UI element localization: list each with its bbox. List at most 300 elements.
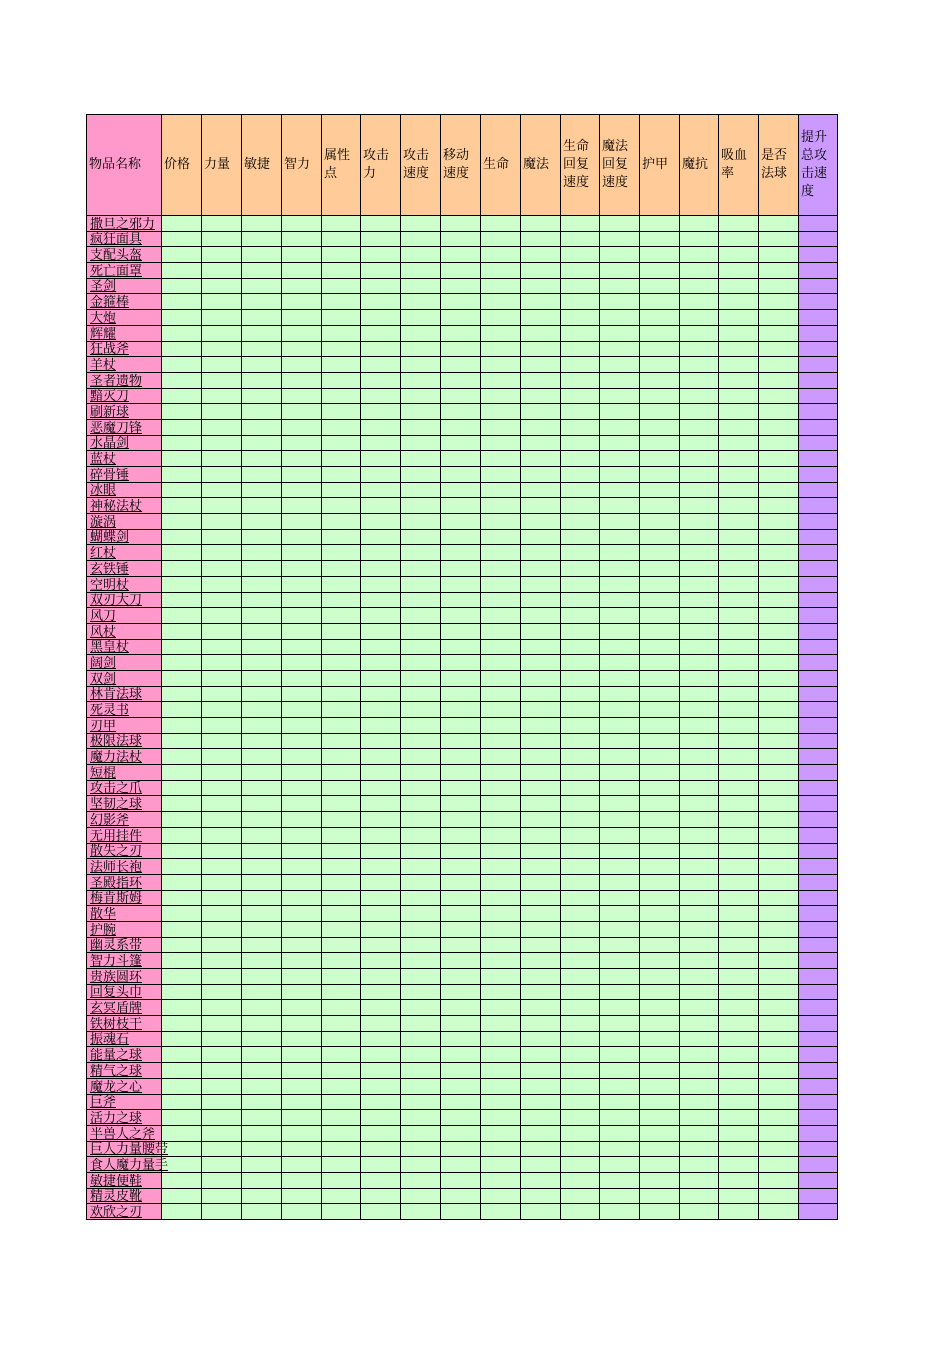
attribute-cell[interactable] xyxy=(719,843,759,859)
attribute-cell[interactable] xyxy=(680,1000,719,1016)
attribute-cell[interactable] xyxy=(282,780,322,796)
attribute-cell[interactable] xyxy=(561,482,600,498)
attribute-cell[interactable] xyxy=(521,325,561,341)
attribute-cell[interactable] xyxy=(600,1204,640,1220)
attribute-cell[interactable] xyxy=(521,482,561,498)
attribute-cell[interactable] xyxy=(680,1031,719,1047)
attribute-cell[interactable] xyxy=(640,1078,680,1094)
attribute-cell[interactable] xyxy=(441,278,481,294)
attribute-cell[interactable] xyxy=(242,1204,282,1220)
attribute-cell[interactable] xyxy=(640,718,680,734)
attribute-cell[interactable] xyxy=(640,514,680,530)
attribute-cell[interactable] xyxy=(759,294,799,310)
attribute-cell[interactable] xyxy=(600,796,640,812)
attribute-cell[interactable] xyxy=(401,529,441,545)
attack-speed-total-cell[interactable] xyxy=(799,498,838,514)
attribute-cell[interactable] xyxy=(282,749,322,765)
attack-speed-total-cell[interactable] xyxy=(799,216,838,232)
attribute-cell[interactable] xyxy=(719,1125,759,1141)
attribute-cell[interactable] xyxy=(202,576,242,592)
attribute-cell[interactable] xyxy=(481,780,521,796)
item-name-cell[interactable]: 攻击之爪 xyxy=(87,780,162,796)
attribute-cell[interactable] xyxy=(202,1141,242,1157)
attribute-cell[interactable] xyxy=(202,796,242,812)
attribute-cell[interactable] xyxy=(242,1172,282,1188)
attribute-cell[interactable] xyxy=(282,1016,322,1032)
attribute-cell[interactable] xyxy=(481,1094,521,1110)
attribute-cell[interactable] xyxy=(680,529,719,545)
attribute-cell[interactable] xyxy=(481,1031,521,1047)
attack-speed-total-cell[interactable] xyxy=(799,1141,838,1157)
attribute-cell[interactable] xyxy=(719,718,759,734)
item-name-cell[interactable]: 死亡面罩 xyxy=(87,263,162,279)
attribute-cell[interactable] xyxy=(162,953,202,969)
attribute-cell[interactable] xyxy=(680,545,719,561)
attribute-cell[interactable] xyxy=(202,529,242,545)
item-name-cell[interactable]: 智力斗篷 xyxy=(87,953,162,969)
attribute-cell[interactable] xyxy=(322,733,361,749)
attribute-cell[interactable] xyxy=(561,749,600,765)
attribute-cell[interactable] xyxy=(561,435,600,451)
attribute-cell[interactable] xyxy=(719,906,759,922)
attribute-cell[interactable] xyxy=(361,435,401,451)
attribute-cell[interactable] xyxy=(481,498,521,514)
attribute-cell[interactable] xyxy=(719,388,759,404)
attribute-cell[interactable] xyxy=(322,231,361,247)
attribute-cell[interactable] xyxy=(759,278,799,294)
column-header[interactable]: 敏捷 xyxy=(242,115,282,216)
attribute-cell[interactable] xyxy=(242,498,282,514)
attribute-cell[interactable] xyxy=(759,608,799,624)
attribute-cell[interactable] xyxy=(441,670,481,686)
attribute-cell[interactable] xyxy=(719,294,759,310)
attribute-cell[interactable] xyxy=(282,718,322,734)
attribute-cell[interactable] xyxy=(600,1125,640,1141)
attribute-cell[interactable] xyxy=(242,670,282,686)
attribute-cell[interactable] xyxy=(401,953,441,969)
attribute-cell[interactable] xyxy=(600,718,640,734)
attribute-cell[interactable] xyxy=(481,1078,521,1094)
attribute-cell[interactable] xyxy=(600,608,640,624)
attribute-cell[interactable] xyxy=(640,1125,680,1141)
attribute-cell[interactable] xyxy=(521,357,561,373)
attribute-cell[interactable] xyxy=(202,984,242,1000)
attribute-cell[interactable] xyxy=(282,404,322,420)
attribute-cell[interactable] xyxy=(719,1078,759,1094)
attribute-cell[interactable] xyxy=(600,733,640,749)
attribute-cell[interactable] xyxy=(322,498,361,514)
attribute-cell[interactable] xyxy=(322,482,361,498)
attribute-cell[interactable] xyxy=(242,796,282,812)
attribute-cell[interactable] xyxy=(361,984,401,1000)
attribute-cell[interactable] xyxy=(242,827,282,843)
attack-speed-total-cell[interactable] xyxy=(799,1031,838,1047)
attribute-cell[interactable] xyxy=(242,906,282,922)
attribute-cell[interactable] xyxy=(162,435,202,451)
attribute-cell[interactable] xyxy=(640,216,680,232)
attribute-cell[interactable] xyxy=(680,874,719,890)
attribute-cell[interactable] xyxy=(521,937,561,953)
attribute-cell[interactable] xyxy=(640,921,680,937)
attribute-cell[interactable] xyxy=(162,1125,202,1141)
item-name-cell[interactable]: 振魂石 xyxy=(87,1031,162,1047)
attribute-cell[interactable] xyxy=(600,419,640,435)
attribute-cell[interactable] xyxy=(361,749,401,765)
attribute-cell[interactable] xyxy=(282,639,322,655)
attribute-cell[interactable] xyxy=(561,294,600,310)
attribute-cell[interactable] xyxy=(401,216,441,232)
item-name-cell[interactable]: 刃甲 xyxy=(87,718,162,734)
attribute-cell[interactable] xyxy=(202,1094,242,1110)
column-header[interactable]: 属性点 xyxy=(322,115,361,216)
attribute-cell[interactable] xyxy=(719,278,759,294)
item-name-cell[interactable]: 神秘法杖 xyxy=(87,498,162,514)
attribute-cell[interactable] xyxy=(282,247,322,263)
attribute-cell[interactable] xyxy=(162,592,202,608)
attribute-cell[interactable] xyxy=(481,686,521,702)
attribute-cell[interactable] xyxy=(282,608,322,624)
column-header[interactable]: 魔抗 xyxy=(680,115,719,216)
attribute-cell[interactable] xyxy=(401,1172,441,1188)
item-name-cell[interactable]: 幽灵系带 xyxy=(87,937,162,953)
attribute-cell[interactable] xyxy=(322,592,361,608)
attribute-cell[interactable] xyxy=(401,404,441,420)
attribute-cell[interactable] xyxy=(202,404,242,420)
attribute-cell[interactable] xyxy=(719,1110,759,1126)
attribute-cell[interactable] xyxy=(441,827,481,843)
attribute-cell[interactable] xyxy=(202,670,242,686)
attribute-cell[interactable] xyxy=(441,514,481,530)
attribute-cell[interactable] xyxy=(680,639,719,655)
attribute-cell[interactable] xyxy=(719,655,759,671)
attribute-cell[interactable] xyxy=(282,561,322,577)
attribute-cell[interactable] xyxy=(282,451,322,467)
attack-speed-total-cell[interactable] xyxy=(799,1016,838,1032)
attribute-cell[interactable] xyxy=(282,435,322,451)
attribute-cell[interactable] xyxy=(521,702,561,718)
attribute-cell[interactable] xyxy=(759,906,799,922)
attack-speed-total-cell[interactable] xyxy=(799,921,838,937)
attribute-cell[interactable] xyxy=(361,796,401,812)
attribute-cell[interactable] xyxy=(640,937,680,953)
attribute-cell[interactable] xyxy=(441,263,481,279)
attribute-cell[interactable] xyxy=(561,937,600,953)
attribute-cell[interactable] xyxy=(322,1204,361,1220)
attribute-cell[interactable] xyxy=(521,435,561,451)
attribute-cell[interactable] xyxy=(759,937,799,953)
attribute-cell[interactable] xyxy=(361,765,401,781)
attribute-cell[interactable] xyxy=(680,514,719,530)
attribute-cell[interactable] xyxy=(162,749,202,765)
attribute-cell[interactable] xyxy=(521,1204,561,1220)
item-name-cell[interactable]: 法师长袍 xyxy=(87,859,162,875)
attribute-cell[interactable] xyxy=(680,576,719,592)
item-name-cell[interactable]: 蝴蝶剑 xyxy=(87,529,162,545)
attribute-cell[interactable] xyxy=(521,529,561,545)
attribute-cell[interactable] xyxy=(719,1172,759,1188)
attribute-cell[interactable] xyxy=(481,874,521,890)
attribute-cell[interactable] xyxy=(680,498,719,514)
attribute-cell[interactable] xyxy=(282,921,322,937)
attribute-cell[interactable] xyxy=(680,404,719,420)
attribute-cell[interactable] xyxy=(361,780,401,796)
attack-speed-total-cell[interactable] xyxy=(799,1094,838,1110)
attribute-cell[interactable] xyxy=(202,1204,242,1220)
attribute-cell[interactable] xyxy=(242,765,282,781)
attribute-cell[interactable] xyxy=(401,263,441,279)
attribute-cell[interactable] xyxy=(242,937,282,953)
attribute-cell[interactable] xyxy=(640,1016,680,1032)
attribute-cell[interactable] xyxy=(441,341,481,357)
attribute-cell[interactable] xyxy=(322,294,361,310)
attribute-cell[interactable] xyxy=(719,451,759,467)
attribute-cell[interactable] xyxy=(640,702,680,718)
attribute-cell[interactable] xyxy=(759,1047,799,1063)
attribute-cell[interactable] xyxy=(322,623,361,639)
attribute-cell[interactable] xyxy=(162,670,202,686)
attribute-cell[interactable] xyxy=(561,1047,600,1063)
attribute-cell[interactable] xyxy=(481,765,521,781)
attribute-cell[interactable] xyxy=(361,1031,401,1047)
attribute-cell[interactable] xyxy=(162,310,202,326)
attribute-cell[interactable] xyxy=(401,623,441,639)
attribute-cell[interactable] xyxy=(202,1063,242,1079)
attribute-cell[interactable] xyxy=(481,451,521,467)
attribute-cell[interactable] xyxy=(759,1157,799,1173)
attribute-cell[interactable] xyxy=(561,733,600,749)
attribute-cell[interactable] xyxy=(162,827,202,843)
item-name-cell[interactable]: 双剑 xyxy=(87,670,162,686)
attribute-cell[interactable] xyxy=(361,1047,401,1063)
attribute-cell[interactable] xyxy=(600,561,640,577)
attribute-cell[interactable] xyxy=(719,608,759,624)
attribute-cell[interactable] xyxy=(640,357,680,373)
attribute-cell[interactable] xyxy=(521,498,561,514)
attribute-cell[interactable] xyxy=(361,827,401,843)
attack-speed-total-cell[interactable] xyxy=(799,608,838,624)
attribute-cell[interactable] xyxy=(680,278,719,294)
attribute-cell[interactable] xyxy=(680,216,719,232)
attribute-cell[interactable] xyxy=(441,608,481,624)
attribute-cell[interactable] xyxy=(719,247,759,263)
attack-speed-total-cell[interactable] xyxy=(799,670,838,686)
attribute-cell[interactable] xyxy=(759,765,799,781)
attribute-cell[interactable] xyxy=(759,1063,799,1079)
attribute-cell[interactable] xyxy=(759,1031,799,1047)
attribute-cell[interactable] xyxy=(680,482,719,498)
attribute-cell[interactable] xyxy=(680,749,719,765)
attribute-cell[interactable] xyxy=(282,498,322,514)
attribute-cell[interactable] xyxy=(202,1172,242,1188)
attribute-cell[interactable] xyxy=(561,655,600,671)
column-header[interactable]: 力量 xyxy=(202,115,242,216)
attribute-cell[interactable] xyxy=(242,294,282,310)
attribute-cell[interactable] xyxy=(521,969,561,985)
attribute-cell[interactable] xyxy=(561,812,600,828)
attribute-cell[interactable] xyxy=(242,451,282,467)
attribute-cell[interactable] xyxy=(600,670,640,686)
attribute-cell[interactable] xyxy=(600,310,640,326)
attribute-cell[interactable] xyxy=(441,1047,481,1063)
attribute-cell[interactable] xyxy=(361,216,401,232)
attribute-cell[interactable] xyxy=(719,733,759,749)
attribute-cell[interactable] xyxy=(481,890,521,906)
attribute-cell[interactable] xyxy=(202,749,242,765)
attribute-cell[interactable] xyxy=(322,953,361,969)
attribute-cell[interactable] xyxy=(719,498,759,514)
attribute-cell[interactable] xyxy=(162,702,202,718)
attribute-cell[interactable] xyxy=(680,796,719,812)
attribute-cell[interactable] xyxy=(361,1000,401,1016)
attribute-cell[interactable] xyxy=(282,937,322,953)
attribute-cell[interactable] xyxy=(202,890,242,906)
attribute-cell[interactable] xyxy=(759,482,799,498)
attribute-cell[interactable] xyxy=(600,498,640,514)
attack-speed-total-cell[interactable] xyxy=(799,419,838,435)
item-name-cell[interactable]: 水晶剑 xyxy=(87,435,162,451)
attribute-cell[interactable] xyxy=(401,247,441,263)
attribute-cell[interactable] xyxy=(759,1000,799,1016)
attribute-cell[interactable] xyxy=(441,1141,481,1157)
attribute-cell[interactable] xyxy=(719,686,759,702)
attribute-cell[interactable] xyxy=(759,451,799,467)
attribute-cell[interactable] xyxy=(162,984,202,1000)
attack-speed-total-cell[interactable] xyxy=(799,984,838,1000)
attribute-cell[interactable] xyxy=(322,1094,361,1110)
item-name-cell[interactable]: 大炮 xyxy=(87,310,162,326)
attribute-cell[interactable] xyxy=(640,812,680,828)
attribute-cell[interactable] xyxy=(680,953,719,969)
attribute-cell[interactable] xyxy=(202,1078,242,1094)
attribute-cell[interactable] xyxy=(640,310,680,326)
attribute-cell[interactable] xyxy=(640,655,680,671)
attribute-cell[interactable] xyxy=(759,686,799,702)
attribute-cell[interactable] xyxy=(242,859,282,875)
attribute-cell[interactable] xyxy=(242,1094,282,1110)
attribute-cell[interactable] xyxy=(759,435,799,451)
attribute-cell[interactable] xyxy=(202,310,242,326)
attribute-cell[interactable] xyxy=(680,1204,719,1220)
attribute-cell[interactable] xyxy=(521,216,561,232)
attribute-cell[interactable] xyxy=(401,357,441,373)
attribute-cell[interactable] xyxy=(202,906,242,922)
attribute-cell[interactable] xyxy=(719,341,759,357)
attribute-cell[interactable] xyxy=(481,749,521,765)
attribute-cell[interactable] xyxy=(441,843,481,859)
attribute-cell[interactable] xyxy=(361,419,401,435)
attribute-cell[interactable] xyxy=(401,780,441,796)
attribute-cell[interactable] xyxy=(441,231,481,247)
attribute-cell[interactable] xyxy=(680,1016,719,1032)
attribute-cell[interactable] xyxy=(719,310,759,326)
attribute-cell[interactable] xyxy=(401,765,441,781)
attribute-cell[interactable] xyxy=(521,874,561,890)
attribute-cell[interactable] xyxy=(361,1110,401,1126)
attribute-cell[interactable] xyxy=(202,263,242,279)
attribute-cell[interactable] xyxy=(202,325,242,341)
attribute-cell[interactable] xyxy=(162,529,202,545)
attribute-cell[interactable] xyxy=(401,827,441,843)
attribute-cell[interactable] xyxy=(481,247,521,263)
attribute-cell[interactable] xyxy=(441,1000,481,1016)
attribute-cell[interactable] xyxy=(441,1188,481,1204)
item-name-cell[interactable]: 圣剑 xyxy=(87,278,162,294)
attribute-cell[interactable] xyxy=(282,765,322,781)
attribute-cell[interactable] xyxy=(521,718,561,734)
attribute-cell[interactable] xyxy=(361,969,401,985)
attribute-cell[interactable] xyxy=(481,404,521,420)
attribute-cell[interactable] xyxy=(600,435,640,451)
attribute-cell[interactable] xyxy=(481,812,521,828)
attribute-cell[interactable] xyxy=(162,859,202,875)
attribute-cell[interactable] xyxy=(600,278,640,294)
attribute-cell[interactable] xyxy=(481,294,521,310)
attribute-cell[interactable] xyxy=(162,231,202,247)
attribute-cell[interactable] xyxy=(680,561,719,577)
column-header[interactable]: 物品名称 xyxy=(87,115,162,216)
attack-speed-total-cell[interactable] xyxy=(799,467,838,483)
attribute-cell[interactable] xyxy=(401,686,441,702)
attribute-cell[interactable] xyxy=(282,827,322,843)
attribute-cell[interactable] xyxy=(521,561,561,577)
attribute-cell[interactable] xyxy=(759,953,799,969)
attribute-cell[interactable] xyxy=(600,294,640,310)
attribute-cell[interactable] xyxy=(680,859,719,875)
attribute-cell[interactable] xyxy=(401,545,441,561)
attribute-cell[interactable] xyxy=(202,874,242,890)
item-name-cell[interactable]: 铁树枝干 xyxy=(87,1016,162,1032)
attribute-cell[interactable] xyxy=(759,796,799,812)
attribute-cell[interactable] xyxy=(719,969,759,985)
attribute-cell[interactable] xyxy=(719,937,759,953)
attribute-cell[interactable] xyxy=(600,1031,640,1047)
attribute-cell[interactable] xyxy=(162,467,202,483)
attribute-cell[interactable] xyxy=(640,984,680,1000)
attribute-cell[interactable] xyxy=(242,686,282,702)
attribute-cell[interactable] xyxy=(680,608,719,624)
attribute-cell[interactable] xyxy=(680,357,719,373)
attribute-cell[interactable] xyxy=(600,1188,640,1204)
attribute-cell[interactable] xyxy=(242,890,282,906)
attribute-cell[interactable] xyxy=(441,1063,481,1079)
item-name-cell[interactable]: 巨人力量腰带 xyxy=(87,1141,162,1157)
attribute-cell[interactable] xyxy=(521,623,561,639)
attribute-cell[interactable] xyxy=(640,435,680,451)
attack-speed-total-cell[interactable] xyxy=(799,561,838,577)
attribute-cell[interactable] xyxy=(481,655,521,671)
attribute-cell[interactable] xyxy=(640,608,680,624)
attack-speed-total-cell[interactable] xyxy=(799,388,838,404)
attribute-cell[interactable] xyxy=(202,639,242,655)
attribute-cell[interactable] xyxy=(202,780,242,796)
attribute-cell[interactable] xyxy=(680,467,719,483)
attribute-cell[interactable] xyxy=(561,1078,600,1094)
attribute-cell[interactable] xyxy=(242,514,282,530)
attribute-cell[interactable] xyxy=(561,718,600,734)
attack-speed-total-cell[interactable] xyxy=(799,718,838,734)
attribute-cell[interactable] xyxy=(162,686,202,702)
attribute-cell[interactable] xyxy=(401,639,441,655)
attribute-cell[interactable] xyxy=(680,890,719,906)
attribute-cell[interactable] xyxy=(441,984,481,1000)
attribute-cell[interactable] xyxy=(242,263,282,279)
attribute-cell[interactable] xyxy=(680,906,719,922)
attribute-cell[interactable] xyxy=(640,372,680,388)
attribute-cell[interactable] xyxy=(361,294,401,310)
attribute-cell[interactable] xyxy=(361,388,401,404)
attack-speed-total-cell[interactable] xyxy=(799,263,838,279)
attribute-cell[interactable] xyxy=(282,670,322,686)
